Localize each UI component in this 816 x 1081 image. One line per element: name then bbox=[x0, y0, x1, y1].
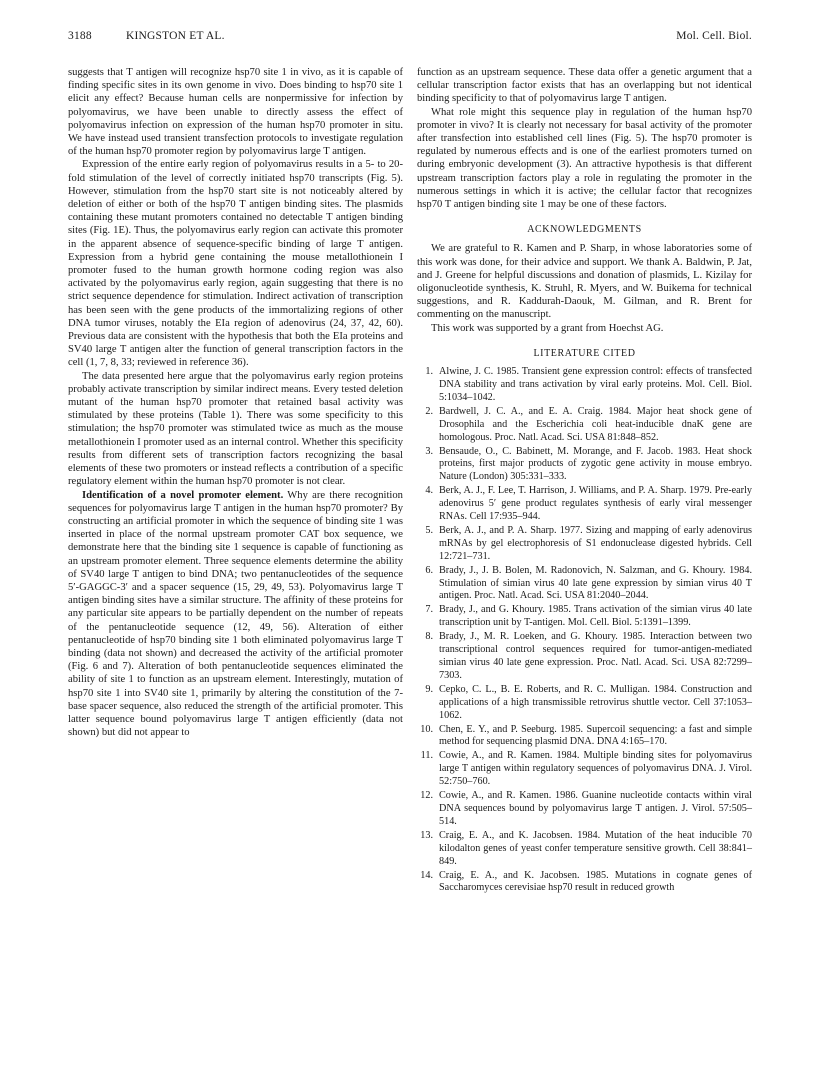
reference-number: 7. bbox=[425, 604, 433, 616]
paragraph bbox=[68, 489, 403, 740]
reference-item bbox=[417, 870, 752, 896]
paragraph: What role might this sequence play in regulation of the human hsp70 promoter in vivo? It is clearly not necessary for basal activity of the promoter after transfection into established cell lines (Fig. 5). The hsp70 promoter is regulated by numerous effects and is one of the earliest promoters turned on during embryonic development (3). An attractive hypothesis is that different upstream transcription factors play a role in regulating the promoter in the numerous settings in which it is active; the cellular factor that recognizes hsp70 T antigen binding site 1 may be one of these factors. bbox=[417, 106, 752, 211]
reference-number: 5. bbox=[425, 524, 433, 536]
paragraph: suggests that T antigen will recognize hsp70 site 1 in vivo, as it is capable of finding specific sites in its own genome in vivo. Does binding to hsp70 site 1 elicit any effect? Because human cells are nonpermissive for infection by polyomavirus, we have been unable to directly assess the effect of polyomavirus infection on expression of the human hsp70 promoter in situ. We have instead used transient transfection protocols to investigate regulation of the human hsp70 promoter region by polyomavirus large T antigen. bbox=[68, 67, 403, 158]
reference-item bbox=[417, 724, 752, 750]
reference-text: Berk, A. J., F. Lee, T. Harrison, J. Williams, and P. A. Sharp. 1979. Pre-early adenovirus 5′ gene product regulates synthesis of early viral messenger RNAs. Cell 17:935–944. bbox=[439, 485, 752, 523]
reference-item bbox=[417, 604, 752, 630]
journal-name: Mol. Cell. Biol. bbox=[676, 30, 752, 42]
reference-item bbox=[417, 565, 752, 604]
paragraph: function as an upstream sequence. These data offer a genetic argument that a cellular transcription factor exists that has an overlapping but not identical binding specificity to that of polyomavirus large T antigen. bbox=[417, 67, 752, 105]
reference-text: Berk, A. J., and P. A. Sharp. 1977. Sizing and mapping of early adenovirus mRNAs by gel electrophoresis of S1 endonuclease digested hybrids. Cell 12:721–731. bbox=[439, 524, 752, 562]
reference-number: 14. bbox=[420, 869, 433, 881]
reference-text: Cowie, A., and R. Kamen. 1986. Guanine nucleotide contacts within viral DNA sequences bound by polyomavirus large T antigen. J. Virol. 57:505–514. bbox=[439, 790, 752, 827]
reference-number: 12. bbox=[420, 790, 433, 802]
reference-text: Brady, J., J. B. Bolen, M. Radonovich, N. Salzman, and G. Khoury. 1984. Stimulation of simian virus 40 late gene expression by simian virus 40 T antigen. Proc. Natl. Acad. Sci. USA 81:2040–2044. bbox=[439, 564, 752, 602]
reference-number: 10. bbox=[420, 723, 433, 735]
reference-text: Craig, E. A., and K. Jacobsen. 1985. Mutations in cognate genes of Saccharomyces cerevisiae hsp70 result in reduced growth bbox=[439, 869, 752, 894]
running-authors: KINGSTON ET AL. bbox=[126, 30, 225, 42]
right-column bbox=[417, 66, 752, 896]
reference-text: Chen, E. Y., and P. Seeburg. 1985. Supercoil sequencing: a fast and simple method for sequencing plasmid DNA. DNA 4:165–170. bbox=[439, 723, 752, 748]
acknowledgments-heading: ACKNOWLEDGMENTS bbox=[527, 224, 642, 236]
reference-number: 9. bbox=[425, 683, 433, 695]
paragraph: Expression of the entire early region of polyomavirus results in a 5- to 20-fold stimulation of the level of correctly initiated hsp70 transcripts (Fig. 5). However, stimulation from the hsp70 start site is not noticeably altered by deletion of either or both of the hsp70 T antigen binding sites. The plasmids containing these mutant promoters contained no detectable T antigen binding sites (Fig. 1E). Thus, the polyomavirus early region can activate this promoter in the apparent absence of sequence-specific binding of large T antigen. Expression from a hybrid gene containing the mouse metallothionein I promoter fused to the human growth hormone coding region was also activated by the polyomavirus early region, again suggesting that there is no strict sequence dependence for stimulation. Indirect activation of transcription has been seen with the gene products of the immortalizing regions of other DNA tumor viruses, notably the EIa region of adenovirus (24, 37, 42, 60). Previous data are consistent with the hypothesis that both the EIa proteins and SV40 large T antigen alter the function of general transcription factors in the cell (1, 7, 8, 33; reviewed in reference 36). bbox=[68, 159, 403, 369]
running-header bbox=[68, 30, 752, 48]
reference-number: 1. bbox=[425, 366, 433, 378]
reference-item bbox=[417, 684, 752, 723]
paragraph: The data presented here argue that the polyomavirus early region proteins probably activate transcription by similar indirect means. Every tested deletion mutant of the human hsp70 promoter that retained basal activity was stimulated by these proteins (Table 1). There was some specificity to this stimulation; the hsp70 promoter was stimulated twice as much as the mouse metallothionein I promoter used as an internal control. Whether this specificity results from different sets of transcription factors recognizing the basal elements of these two promoters or instead reflects a contribution of a specific regulatory element within the human hsp70 promoter is not clear. bbox=[68, 370, 403, 488]
reference-text: Craig, E. A., and K. Jacobsen. 1984. Mutation of the heat inducible 70 kilodalton genes of yeast confer temperature sensitive growth. Cell 38:841–849. bbox=[439, 829, 752, 867]
reference-number: 4. bbox=[425, 485, 433, 497]
funding-text: This work was supported by a grant from Hoechst AG. bbox=[431, 322, 664, 334]
reference-list bbox=[417, 366, 752, 895]
reference-number: 13. bbox=[420, 829, 433, 841]
reference-number: 11. bbox=[420, 750, 433, 762]
left-column bbox=[68, 66, 403, 739]
reference-item bbox=[417, 790, 752, 829]
reference-text: Cepko, C. L., B. E. Roberts, and R. C. Mulligan. 1984. Construction and applications of a high transmissible retrovirus shuttle vector. Cell 37:1053–1062. bbox=[439, 683, 752, 721]
reference-item bbox=[417, 446, 752, 485]
reference-number: 8. bbox=[425, 631, 433, 643]
reference-item bbox=[417, 525, 752, 564]
reference-text: Alwine, J. C. 1985. Transient gene expression control: effects of transfected DNA stability and trans activation by viral early proteins. Mol. Cell. Biol. 5:1034–1042. bbox=[439, 366, 752, 403]
reference-item bbox=[417, 485, 752, 524]
reference-text: Bardwell, J. C. A., and E. A. Craig. 1984. Major heat shock gene of Drosophila and the Escherichia coli heat-inducible dnaK gene are homologous. Proc. Natl. Acad. Sci. USA 81:848–852. bbox=[439, 405, 752, 443]
section-run-in-heading: Identification of a novel promoter element. bbox=[82, 489, 284, 501]
paragraph-text: Why are there recognition sequences for polyomavirus large T antigen in the human hsp70 promoter? By constructing an artificial promoter in which the sequence of binding site 1 was inserted in place of the normal upstream promoter CAT box sequence, we demonstrate here that the binding site 1 sequence is capable of functioning as an upstream promoter element. Three sequence elements determine the ability of SV40 large T antigen to bind DNA; two pentanucleotides of the sequence 5′-GAGGC-3′ and a spacer sequence (15, 29, 49, 53). Polyomavirus large T antigen binding sites have a similar structure. The affinity of these proteins for any particular site appears to be partially dependent on the number of repeats of the pentanucleotide sequence (12, 49, 56). Alteration of either pentanucleotide of hsp70 binding site 1 both eliminated polyomavirus large T binding (data not shown) and decreased the activity of the artificial promoter (Fig. 6 and 7). Alteration of both pentanucleotide sequences eliminated the ability of site 1 to function as an upstream element. Interestingly, mutation of hsp70 site 1 into SV40 site 1, primarily by altering the constitution of the 7-base spacer sequence, also reduced the strength of the artificial promoter. This latter sequence bound polyomavirus large T antigen efficiently (data not shown) but did not appear to bbox=[68, 489, 403, 739]
reference-text: Cowie, A., and R. Kamen. 1984. Multiple binding sites for polyomavirus large T antigen within regulatory sequences of polyomavirus DNA. J. Virol. 52:750–760. bbox=[439, 750, 752, 788]
acknowledgments-text: We are grateful to R. Kamen and P. Sharp, in whose laboratories some of this work was done, for their advice and support. We thank A. Baldwin, P. Jat, and J. Greene for helpful discussions and donation of plasmids, L. Kizilay for oligonucleotide synthesis, K. Struhl, R. Myers, and W. Buikema for technical suggestions, and R. Kaddurah-Daouk, M. Gilman, and R. Brent for commenting on the manuscript. bbox=[417, 243, 752, 321]
reference-text: Brady, J., and G. Khoury. 1985. Trans activation of the simian virus 40 late transcription unit by T-antigen. Mol. Cell. Biol. 5:1391–1399. bbox=[439, 604, 752, 629]
page-number: 3188 bbox=[68, 30, 92, 42]
reference-number: 6. bbox=[425, 564, 433, 576]
reference-text: Bensaude, O., C. Babinett, M. Morange, and F. Jacob. 1983. Heat shock proteins, first major products of zygotic gene activity in mouse embryo. Nature (London) 305:331–333. bbox=[439, 445, 752, 483]
reference-item bbox=[417, 631, 752, 683]
reference-number: 2. bbox=[425, 405, 433, 417]
reference-number: 3. bbox=[425, 445, 433, 457]
reference-item bbox=[417, 830, 752, 869]
reference-text: Brady, J., M. R. Loeken, and G. Khoury. 1985. Interaction between two transcriptional control sequences required for tumor-antigen-mediated simian virus 40 late gene expression. Proc. Natl. Acad. Sci. USA 82:7299–7303. bbox=[439, 631, 752, 681]
reference-item bbox=[417, 750, 752, 789]
reference-item bbox=[417, 406, 752, 445]
literature-cited-heading: LITERATURE CITED bbox=[533, 347, 636, 359]
reference-item bbox=[417, 366, 752, 405]
